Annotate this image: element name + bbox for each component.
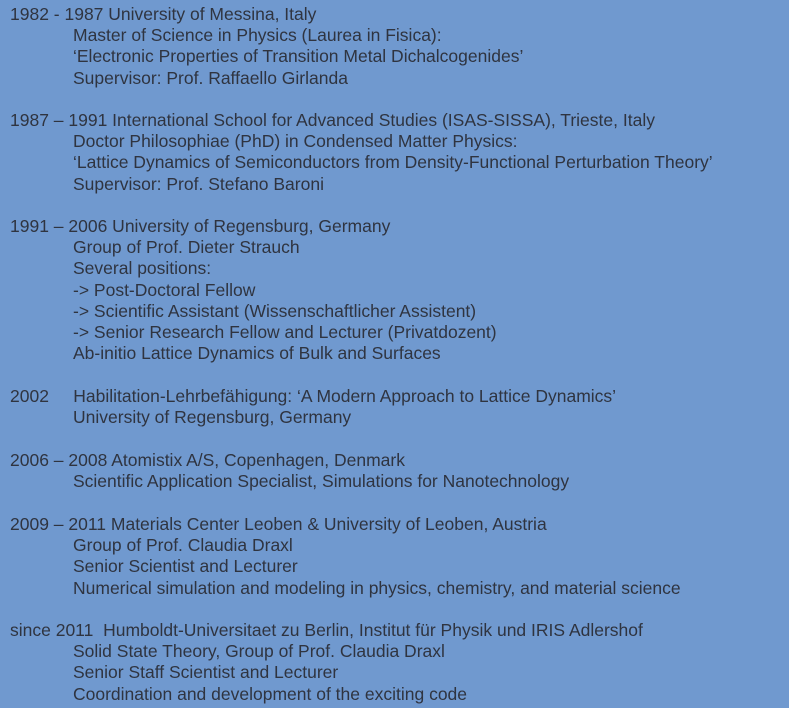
entry-line: Senior Staff Scientist and Lecturer bbox=[73, 662, 339, 683]
entry-line: Master of Science in Physics (Laurea in Fisica): bbox=[73, 25, 442, 46]
entry-heading: 1991 – 2006 University of Regensburg, Germany bbox=[10, 216, 391, 236]
entry-heading: 2002 Habilitation-Lehrbefähigung: ‘A Modern Approach to Lattice Dynamics’ bbox=[10, 386, 617, 406]
entry-line: Solid State Theory, Group of Prof. Claudia Draxl bbox=[73, 641, 445, 662]
entry-line: Supervisor: Prof. Raffaello Girlanda bbox=[73, 67, 348, 88]
entry-line: Senior Scientist and Lecturer bbox=[73, 556, 298, 577]
cv-entry-sissa bbox=[10, 110, 780, 195]
entry-heading: 1987 – 1991 International School for Advanced Studies (ISAS-SISSA), Trieste, Italy bbox=[10, 110, 655, 130]
entry-line: Doctor Philosophiae (PhD) in Condensed Matter Physics: bbox=[73, 131, 518, 152]
entry-line: Numerical simulation and modeling in physics, chemistry, and material science bbox=[73, 577, 681, 598]
entry-line: Scientific Application Specialist, Simulations for Nanotechnology bbox=[73, 471, 570, 492]
cv-entry-humboldt bbox=[10, 620, 780, 705]
cv-entry-habilitation bbox=[10, 386, 780, 428]
cv-entry-regensburg bbox=[10, 216, 780, 364]
entry-line: Several positions: bbox=[73, 258, 212, 279]
entry-line: -> Scientific Assistant (Wissenschaftlicher Assistent) bbox=[73, 300, 477, 321]
entry-line: Coordination and development of the exciting code bbox=[73, 683, 468, 704]
entry-heading: 2006 – 2008 Atomistix A/S, Copenhagen, Denmark bbox=[10, 450, 405, 470]
entry-heading: since 2011 Humboldt-Universitaet zu Berlin, Institut für Physik und IRIS Adlershof bbox=[10, 620, 643, 640]
entry-line: Supervisor: Prof. Stefano Baroni bbox=[73, 173, 324, 194]
entry-heading: 1982 - 1987 University of Messina, Italy bbox=[10, 4, 317, 24]
entry-line: Group of Prof. Claudia Draxl bbox=[73, 535, 293, 556]
entry-line: ‘Lattice Dynamics of Semiconductors from Density-Functional Perturbation Theory’ bbox=[73, 152, 713, 173]
entry-line: Ab-initio Lattice Dynamics of Bulk and Surfaces bbox=[73, 343, 441, 364]
entry-line: -> Senior Research Fellow and Lecturer (Privatdozent) bbox=[73, 321, 497, 342]
entry-line: Group of Prof. Dieter Strauch bbox=[73, 237, 300, 258]
entry-heading: 2009 – 2011 Materials Center Leoben & University of Leoben, Austria bbox=[10, 514, 547, 534]
entry-line: ‘Electronic Properties of Transition Metal Dichalcogenides’ bbox=[73, 46, 524, 67]
entry-line: -> Post-Doctoral Fellow bbox=[73, 279, 256, 300]
cv-entry-atomistix bbox=[10, 450, 780, 492]
cv-entry-messina bbox=[10, 4, 780, 89]
cv-entry-leoben bbox=[10, 514, 780, 599]
entry-line: University of Regensburg, Germany bbox=[73, 407, 352, 428]
